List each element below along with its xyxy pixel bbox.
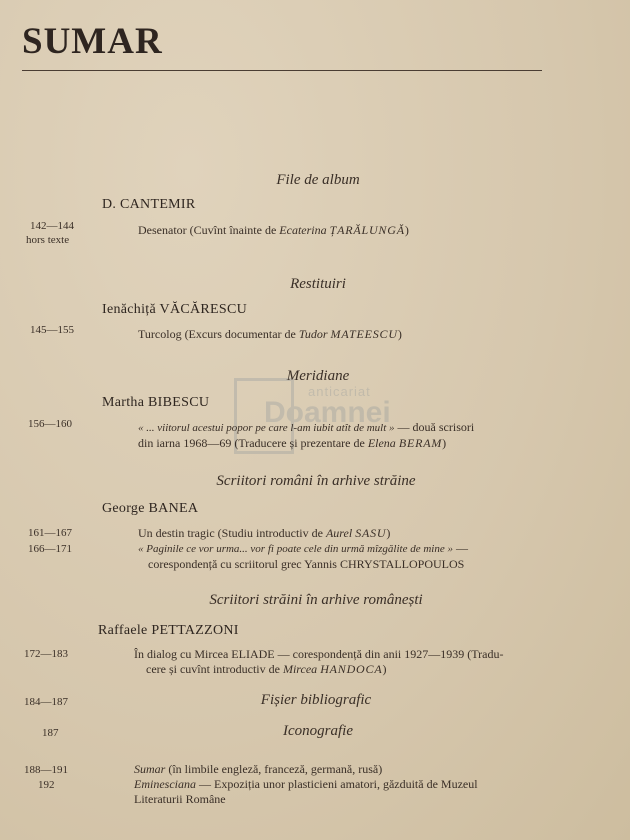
page-range: 161—167 (28, 527, 72, 539)
entry-text-part: ) (382, 662, 387, 676)
section-heading-iconografie: Iconografie (283, 723, 353, 739)
entry-text-part: Elena (367, 436, 399, 450)
section-heading-restituiri: Restituiri (290, 276, 346, 292)
page-range: 188—191 (24, 764, 68, 776)
entry-text-part: — Expoziția unor plasticieni amatori, găzduită de Muzeul (196, 777, 478, 791)
section-heading-fisier-bibliografic: Fișier bibliografic (260, 692, 372, 708)
entry-text-part: În dialog cu Mircea ELIADE — corespondență din anii 1927—1939 (Tradu- (134, 647, 504, 661)
entry-text-part: Tudor (298, 327, 331, 341)
section-heading-scriitori-romani: Scriitori români în arhive străine (216, 473, 416, 489)
page-range: 166—171 (28, 543, 72, 555)
section-heading-file-de-album: File de album (276, 172, 360, 188)
entry-text-part: ) (404, 223, 409, 237)
entry-text (134, 647, 554, 677)
entry-line (138, 436, 548, 451)
author-vacarescu: Ienăchiță VĂCĂRESCU (102, 302, 248, 317)
entry-text-part: Eminesciana (134, 777, 196, 791)
entry-text-part: — (452, 541, 468, 555)
entry-text-part: Aurel (325, 526, 356, 540)
entry-text-part: — două scrisori (394, 420, 475, 434)
entry-text-part: ) (442, 436, 447, 450)
entry-text (138, 526, 548, 572)
entry-line (134, 662, 554, 677)
page-note: hors texte (26, 234, 70, 246)
page-range: 172—183 (24, 648, 68, 660)
page-title: SUMAR (22, 21, 163, 62)
entry-text-part: Desenator (Cuvînt înainte de (138, 223, 280, 237)
entry-text-part: « Paginile ce vor urma... vor fi poate cele din urmă mîzgălite de mine » (138, 543, 453, 555)
entry-text-part: Un destin tragic (Studiu introductiv de (138, 526, 326, 540)
entry-text-part: cere și cuvînt introductiv de (146, 662, 283, 676)
entry-line (138, 541, 548, 557)
entry-line (134, 762, 574, 777)
entry-text-part: « ... viitorul acestui popor pe care l-am iubit atît de mult » (138, 422, 395, 434)
entry-text-part: Literaturii Române (134, 792, 226, 806)
entry-line (138, 420, 548, 436)
entry-text-part: Mircea (282, 662, 321, 676)
entry-line (138, 526, 548, 541)
entry-text-part: MATEESCU (330, 327, 398, 341)
section-heading-scriitori-straini: Scriitori străini în arhive românești (209, 592, 423, 608)
entry-text-part: corespondență cu scriitorul grec Yannis CHRYSTALLOPOULOS (148, 557, 465, 571)
watermark-small-text: anticariat (308, 384, 371, 399)
page-range: 156—160 (28, 418, 72, 430)
entry-text (138, 223, 409, 238)
page-range: 187 (42, 727, 59, 739)
entry-text-part: Sumar (134, 762, 166, 776)
entry-text-part: BERAM (398, 436, 443, 450)
title-rule (22, 70, 542, 71)
author-pettazzoni: Raffaele PETTAZZONI (98, 623, 239, 638)
entry-text-part: din iarna 1968—69 (Traducere și prezentare de (138, 436, 368, 450)
page-range: 142—144 (30, 220, 74, 232)
entry-text-part: Turcolog (Excurs documentar de (138, 327, 299, 341)
page-range: 145—155 (30, 324, 74, 336)
entry-text (138, 420, 548, 451)
entry-text (138, 327, 402, 342)
author-cantemir: D. CANTEMIR (102, 197, 196, 212)
entry-line (134, 647, 554, 662)
page-range: 192 (38, 779, 55, 791)
entry-text-part: (în limbile engleză, franceză, germană, rusă) (165, 762, 383, 776)
entry-line (134, 792, 574, 807)
entry-text (134, 762, 574, 807)
entry-text-part: ) (397, 327, 402, 341)
section-heading-meridiane: Meridiane (286, 368, 350, 384)
author-banea: George BANEA (102, 501, 199, 516)
entry-text-part: HANDOCA (320, 662, 383, 676)
watermark-big-text: Doamnei (264, 396, 391, 429)
entry-text-part: SASU (355, 526, 387, 540)
author-bibescu: Martha BIBESCU (102, 395, 210, 410)
entry-text-part: ȚARĂLUNGĂ (329, 223, 405, 237)
page-range: 184—187 (24, 696, 68, 708)
entry-line (138, 557, 548, 572)
entry-text-part: Ecaterina (279, 223, 330, 237)
entry-text-part: ) (386, 526, 391, 540)
entry-line (134, 777, 574, 792)
